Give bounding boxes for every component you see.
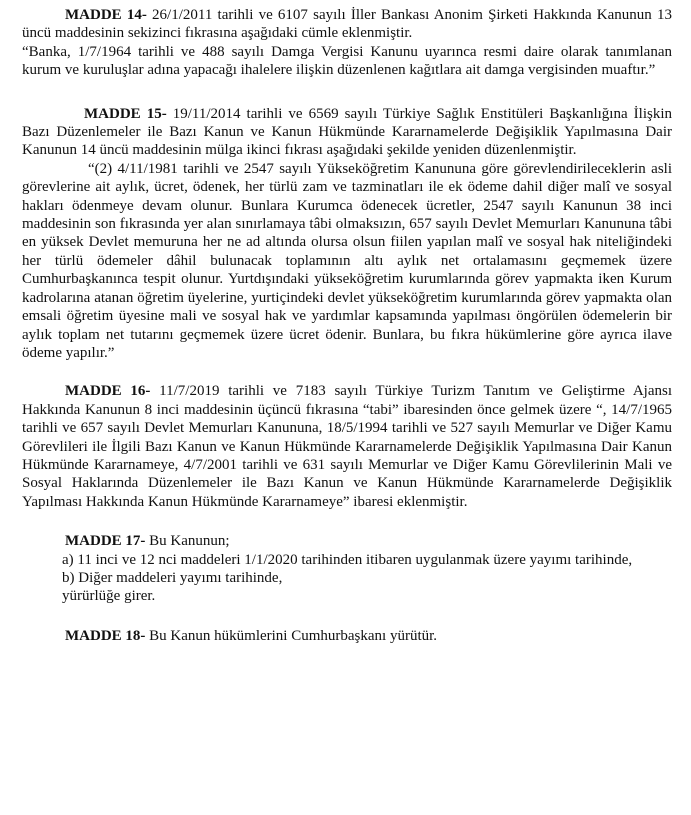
article-17 <box>22 532 672 550</box>
article-14-quote: “Banka, 1/7/1964 tarihli ve 488 sayılı Damga Vergisi Kanunu uyarınca resmi daire olarak tanımlanan kurum ve kuruluşlar adına yapacağı ihalelere ilişkin düzenlenen kağıtlara ait damga vergisinden muaftır.” <box>22 43 672 79</box>
article-17-item-b: b) Diğer maddeleri yayımı tarihinde, <box>62 569 283 586</box>
article-14-body: 26/1/2011 tarihli ve 6107 sayılı İller Bankası Anonim Şirketi Hakkında Kanunun 13 üncü maddesinin sekizinci fıkrasına aşağıdaki cümle eklenmiştir. <box>22 7 672 42</box>
article-18 <box>22 627 672 645</box>
article-18-body: Bu Kanun hükümlerini Cumhurbaşkanı yürütür. <box>145 627 438 644</box>
article-17-body: Bu Kanunun; <box>145 533 230 550</box>
article-16-heading: MADDE 16- <box>65 383 151 400</box>
article-16 <box>22 382 672 511</box>
article-15-heading: MADDE 15- <box>84 105 167 122</box>
article-17-closing: yürürlüğe girer. <box>62 588 156 605</box>
article-15 <box>22 105 672 160</box>
article-14-heading: MADDE 14- <box>65 7 147 23</box>
article-14 <box>22 6 672 43</box>
article-16-body: 11/7/2019 tarihli ve 7183 sayılı Türkiye Turizm Tanıtım ve Geliştirme Ajansı Hakkında Kanunun 8 inci maddesinin üçüncü fıkrasına “tabi” ibaresinden önce gelmek üzere “, 14/7/1965 tarihli ve 657 sayılı Devlet Memurları Kanununa, 18/5/1994 tarihli ve 527 sayılı Memurlar ve Diğer Kamu Görevlileri ile İlgili Bazı Kanun ve Kanun Hükmünde Kararnamelerde Değişiklik Yapılmasına Dair Kanun Hükmünde Kararnameye, 4/7/2001 tarihli ve 631 sayılı Memurlar ve Diğer Kamu Görevlilerinin Mali ve Sosyal Haklarında Düzenlemeler ile Bazı Kanun ve Kanun Hükmünde Kararnamelerde Değişiklik Yapılması Hakkında Kanun Hükmünde Kararnameye” ibaresi eklenmiştir. <box>22 383 673 510</box>
article-15-body: 19/11/2014 tarihli ve 6569 sayılı Türkiye Sağlık Enstitüleri Başkanlığına İlişkin Bazı Düzenlemeler ile Bazı Kanun ve Kanun Hükmünde Kararnamelerde Değişiklik Yapılmasına Dair Kanunun 14 üncü maddesinin mülga ikinci fıkrası aşağıdaki şekilde yeniden düzenlenmiştir. <box>22 105 673 159</box>
article-15-quote: “(2) 4/11/1981 tarihli ve 2547 sayılı Yükseköğretim Kanununa göre görevlendirileceklerin asli görevlerine ait aylık, ücret, ödenek, her türlü zam ve tazminatları ile ek ödeme dahil diğer malî ve sosyal hakları ödenmeye devam olunur. Bunlara Kurumca ödenecek ücretler, 2547 sayılı Kanunun 38 inci maddesinin son fıkrasında yer alan sınırlamaya tâbi olmaksızın, 657 sayılı Devlet Memurları Kanununa tâbi en yüksek Devlet memuruna her ne ad altında olursa olsun fiilen yapılan malî ve sosyal hak niteliğindeki her türlü ödemeler dâhil bulunacak toplamının altı aylık net ortalamasını geçmemek üzere Cumhurbaşkanınca tespit olunur. Yurtdışındaki yükseköğretim kurumlarında görev yapmakta iken Kurum kadrolarına atanan öğretim üyelerine, yurtiçindeki devlet yükseköğretim kurumlarında görev yapmakta olan emsali öğretim üyesine mali ve sosyal hak ve yardımlar kapsamında yapılması öngörülen ödemelerin bir aylık toplam net tutarını geçmemek üzere ücret ödenir. Bunlara, bu fıkra hükümlerine göre ayrıca ilave ödeme yapılır.” <box>22 160 672 361</box>
article-18-heading: MADDE 18- <box>65 627 146 644</box>
article-17-heading: MADDE 17- <box>65 533 146 550</box>
article-17-item-a: a) 11 inci ve 12 nci maddeleri 1/1/2020 tarihinden itibaren uygulanmak üzere yayımı tarihinde, <box>62 551 633 568</box>
